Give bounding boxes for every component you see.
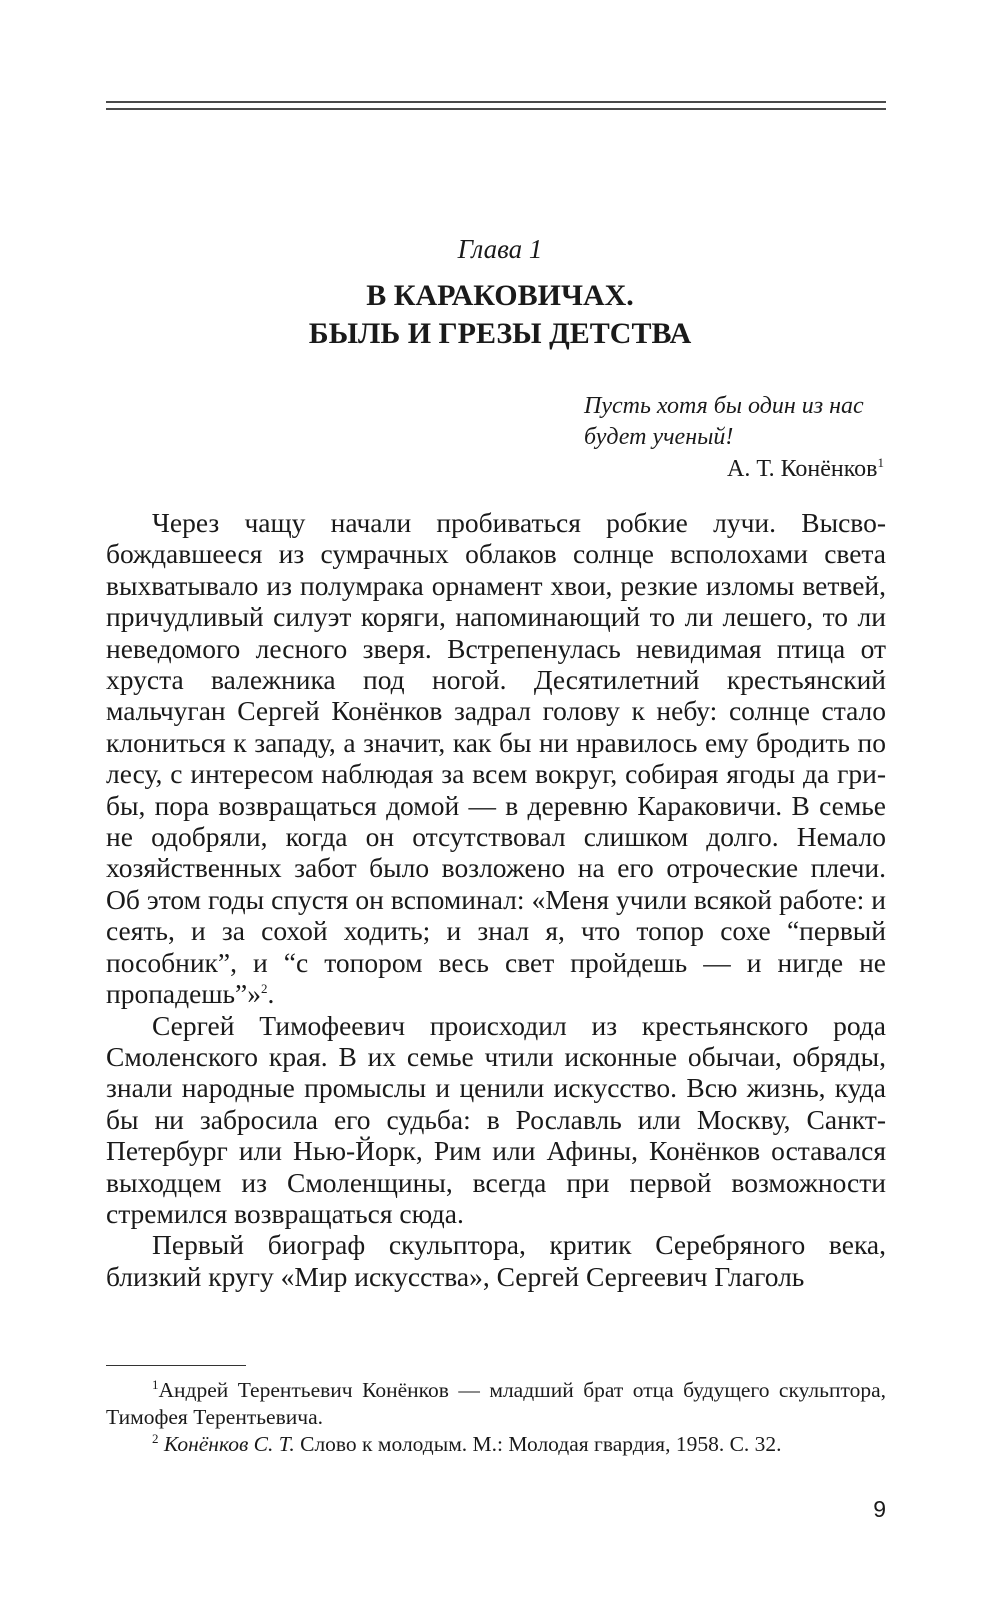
page-number: 9 (873, 1496, 886, 1522)
paragraph-1 (106, 507, 886, 1010)
header-rule-top (106, 101, 886, 103)
paragraph-1-text: Через чащу начали пробиваться робкие лучи. Высвобождавшееся из сумрачных облаков солнце всполохами света выхватывало из полумрака орнамент хвои, резкие изломы ветвей, причудливый силуэт коряги, напоминающий то ли лешего, то ли неведомого лесного зверя. Встрепенулась невидимая птица от хруста валежника под ногой. Десятилетний крестьянский мальчуган Сергей Конёнков задрал голову к небу: солнце стало клониться к западу, а значит, как бы ни нравилось ему бродить по лесу, с интересом наблюдая за всем вокруг, собирая ягоды да грибы, пора возвращаться домой — в деревню Караковичи. В семье не одобряли, когда он отсутствовал слишком долго. Немало хозяйственных забот было возложено на его отроческие плечи. Об этом годы спустя он вспоминал: «Меня учили всякой работе: и сеять, и за сохой ходить; и знал я, что топор сохе “первый пособник”, и “с топором весь свет пройдешь — и нигде не пропадешь”» (106, 507, 886, 1010)
footnote-1-text: Андрей Терентьевич Конёнков — младший брат отца будущего скульптора, Тимофея Терентьевича. (106, 1378, 886, 1429)
footnote-2-author: Конёнков С. Т. (163, 1432, 295, 1456)
chapter-label: Глава 1 (457, 234, 543, 264)
footnote-2-mark: 2 (152, 1430, 159, 1446)
footnote-1 (106, 1377, 886, 1431)
epigraph (584, 391, 884, 485)
footnote-rule (106, 1365, 246, 1366)
chapter-title (0, 277, 1000, 353)
footnote-2 (106, 1431, 886, 1458)
paragraph-1-end: . (267, 978, 275, 1010)
paragraph-2: Сергей Тимофеевич происходил из крестьянского рода Смоленского края. В их семье чтили исконные обычаи, обряды, знали народные промыслы и ценили искусство. Всю жизнь, куда бы ни забросила его судьба: в Рославль или Москву, Санкт-Петербург или Нью-Йорк, Рим или Афины, Конёнков оставался выходцем из Смоленщины, всегда при первой возможности стремился возвращаться сюда. (106, 1009, 886, 1229)
epigraph-attribution-name: А. Т. Конёнков (726, 456, 878, 482)
epigraph-line-1: Пусть хотя бы один из нас (584, 393, 864, 419)
body-text (106, 507, 886, 1292)
header-rule-bottom (106, 108, 886, 110)
footnote-ref-1: 1 (877, 455, 884, 470)
chapter-title-line-1: В КАРАКОВИЧАХ. (366, 279, 634, 312)
footnote-ref-2: 2 (261, 980, 268, 996)
footnote-2-text: Слово к молодым. М.: Молодая гвардия, 1958. С. 32. (294, 1432, 782, 1456)
epigraph-line-2: будет ученый! (584, 424, 734, 450)
footnotes (106, 1377, 886, 1458)
epigraph-attribution (584, 454, 884, 485)
chapter-title-line-2: БЫЛЬ И ГРЕЗЫ ДЕТСТВА (308, 317, 692, 350)
footnote-1-mark: 1 (152, 1376, 159, 1392)
paragraph-3: Первый биограф скульптора, критик Серебряного века, близкий кругу «Мир искусства», Сергей Сергеевич Глаголь (106, 1229, 886, 1292)
